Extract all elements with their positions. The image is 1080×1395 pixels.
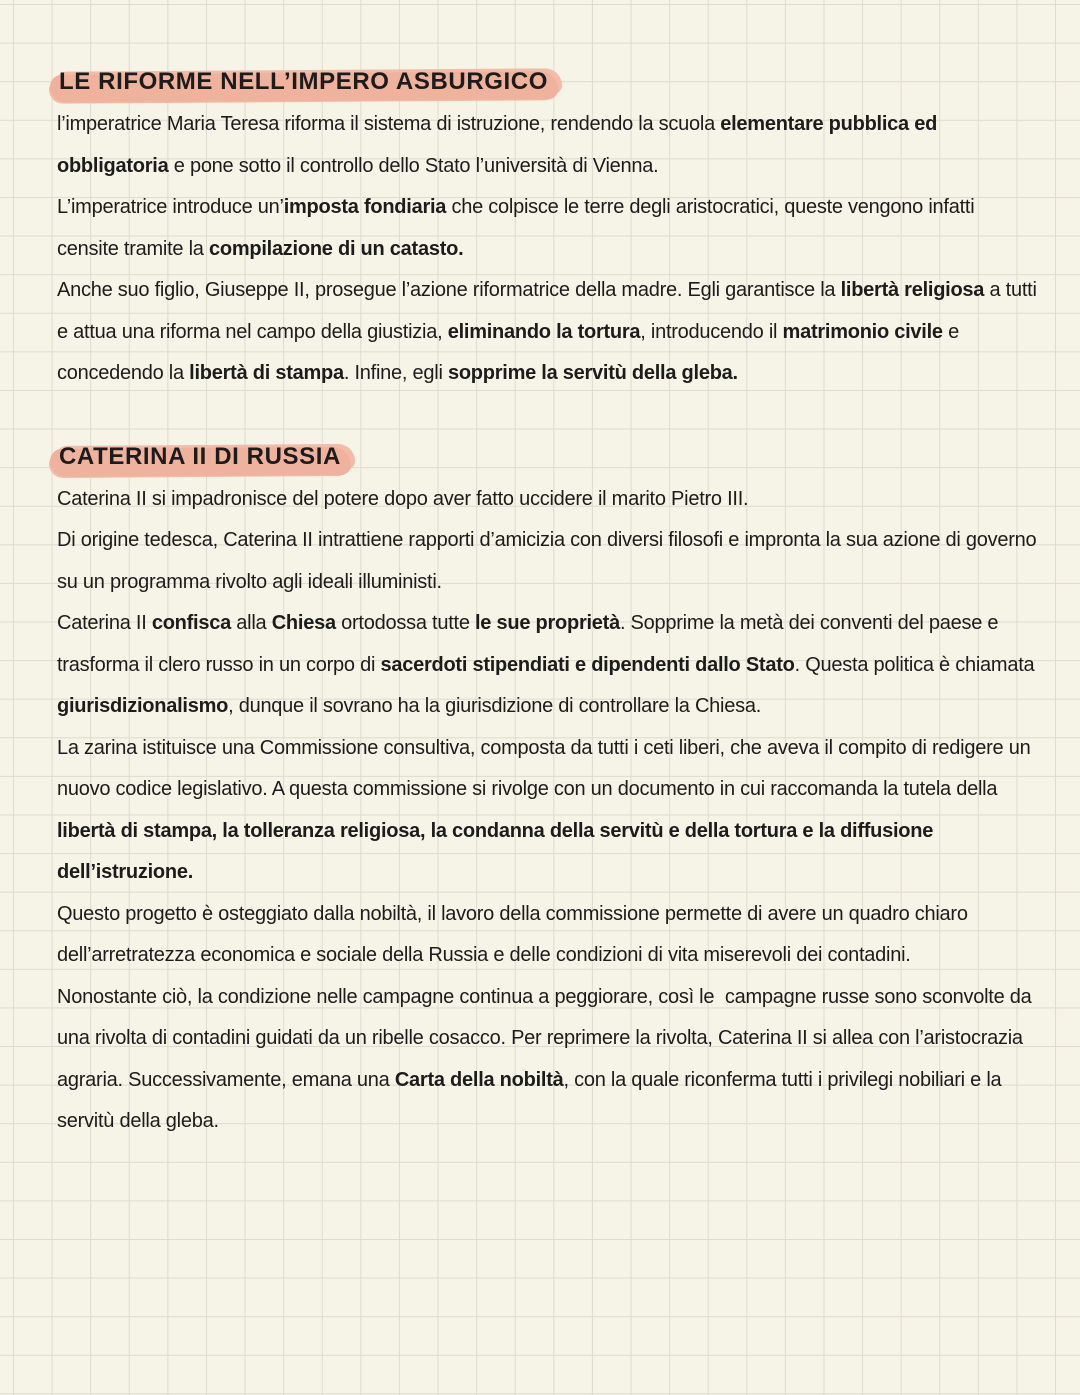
text-run: compilazione di un catasto. — [208, 237, 464, 260]
paragraph — [57, 977, 1038, 1143]
text-run: Carta della nobiltà — [394, 1068, 564, 1091]
paragraph — [57, 187, 1038, 270]
text-run: , dunque il sovrano ha la giurisdizione di controllare la Chiesa. — [228, 695, 762, 717]
paragraph — [57, 894, 1038, 977]
text-run: imposta fondiaria — [283, 196, 447, 218]
text-run: . Questa politica è chiamata — [794, 653, 1040, 676]
section-title-highlight: LE RIFORME NELL’IMPERO ASBURGICO — [57, 66, 552, 98]
paragraph — [57, 520, 1042, 603]
text-run: sopprime la servitù della gleba. — [447, 362, 738, 384]
text-run: Chiesa — [271, 612, 336, 634]
text-run: e pone sotto il controllo dello Stato l’università di Vienna. — [168, 154, 659, 177]
section-title-highlight: CATERINA II DI RUSSIA — [57, 441, 345, 473]
text-run: Caterina II si impadronisce del potere dopo aver fatto uccidere il marito Pietro III. — [57, 487, 749, 510]
section-title — [57, 441, 1038, 473]
text-run: Di origine tedesca, Caterina II intrattiene rapporti d’amicizia con diversi filosofi e impronta la sua azione di governo su un programma rivolto agli ideali illuministi. — [57, 529, 1042, 593]
text-run: libertà religiosa — [840, 279, 985, 301]
section-2 — [57, 441, 1042, 1143]
section-1 — [57, 66, 1042, 395]
text-run: , introducendo il — [640, 320, 783, 343]
text-run: . Sopprime la metà dei conventi del paese e trasforma il clero russo in un corpo di — [57, 612, 1004, 676]
text-run: La zarina istituisce una Commissione consultiva, composta da tutti i ceti liberi, che aveva il compito di redigere un nuovo codice legislativo. A questa commissione si rivolge con un documento in cui raccomanda la tutela della — [57, 736, 1036, 800]
text-run: e concedendo la — [57, 320, 965, 384]
text-run: elementare pubblica ed obbligatoria — [57, 113, 943, 177]
text-run: le sue proprietà — [475, 612, 620, 634]
text-run: a tutti e attua una riforma nel campo della giustizia, — [57, 279, 1042, 343]
text-run: eliminando la tortura — [447, 320, 641, 343]
text-run: matrimonio civile — [782, 320, 943, 343]
paragraph — [57, 728, 1038, 894]
text-run: Nonostante ciò, la condizione nelle campagne continua a peggiorare, così le campagne russe sono sconvolte da una rivolta di contadini guidati da un ribelle cosacco. Per reprimere la rivolta, Caterina II si allea con l’aristocrazia agraria. Successivamente, emana una — [57, 985, 1037, 1091]
text-run: l’imperatrice Maria Teresa riforma il sistema di istruzione, rendendo la scuola — [57, 113, 721, 135]
paragraph — [57, 479, 1038, 521]
section-title — [57, 66, 1038, 98]
text-run: . Infine, egli — [343, 362, 448, 384]
text-run: confisca — [151, 612, 231, 634]
paragraph — [57, 104, 1038, 187]
text-run: , con la quale riconferma tutti i privilegi nobiliari e la servitù della gleba. — [57, 1068, 1007, 1132]
text-run: ortodossa tutte — [335, 612, 475, 634]
paragraph — [57, 270, 1042, 395]
text-run: che colpisce le terre degli aristocratici, queste vengono infatti censite tramite la — [57, 196, 980, 260]
paragraph — [57, 603, 1038, 728]
text-run: Anche suo figlio, Giuseppe II, prosegue l’azione riformatrice della madre. Egli garantisce la — [57, 279, 841, 301]
text-run: libertà di stampa, la tolleranza religiosa, la condanna della servitù e della tortura e la diffusione dell’istruzione. — [57, 819, 939, 883]
text-run: libertà di stampa — [189, 362, 344, 384]
text-run: Questo progetto è osteggiato dalla nobiltà, il lavoro della commissione permette di avere un quadro chiaro dell’arretratezza economica e sociale della Russia e delle condizioni di vita miserevoli dei contadini. — [57, 902, 974, 966]
text-run: sacerdoti stipendiati e dipendenti dallo Stato — [380, 653, 795, 676]
text-run: Caterina II — [57, 612, 152, 634]
text-run: giurisdizionalismo — [57, 695, 229, 717]
text-run: L’imperatrice introduce un’ — [57, 196, 284, 218]
text-run: alla — [230, 612, 272, 634]
